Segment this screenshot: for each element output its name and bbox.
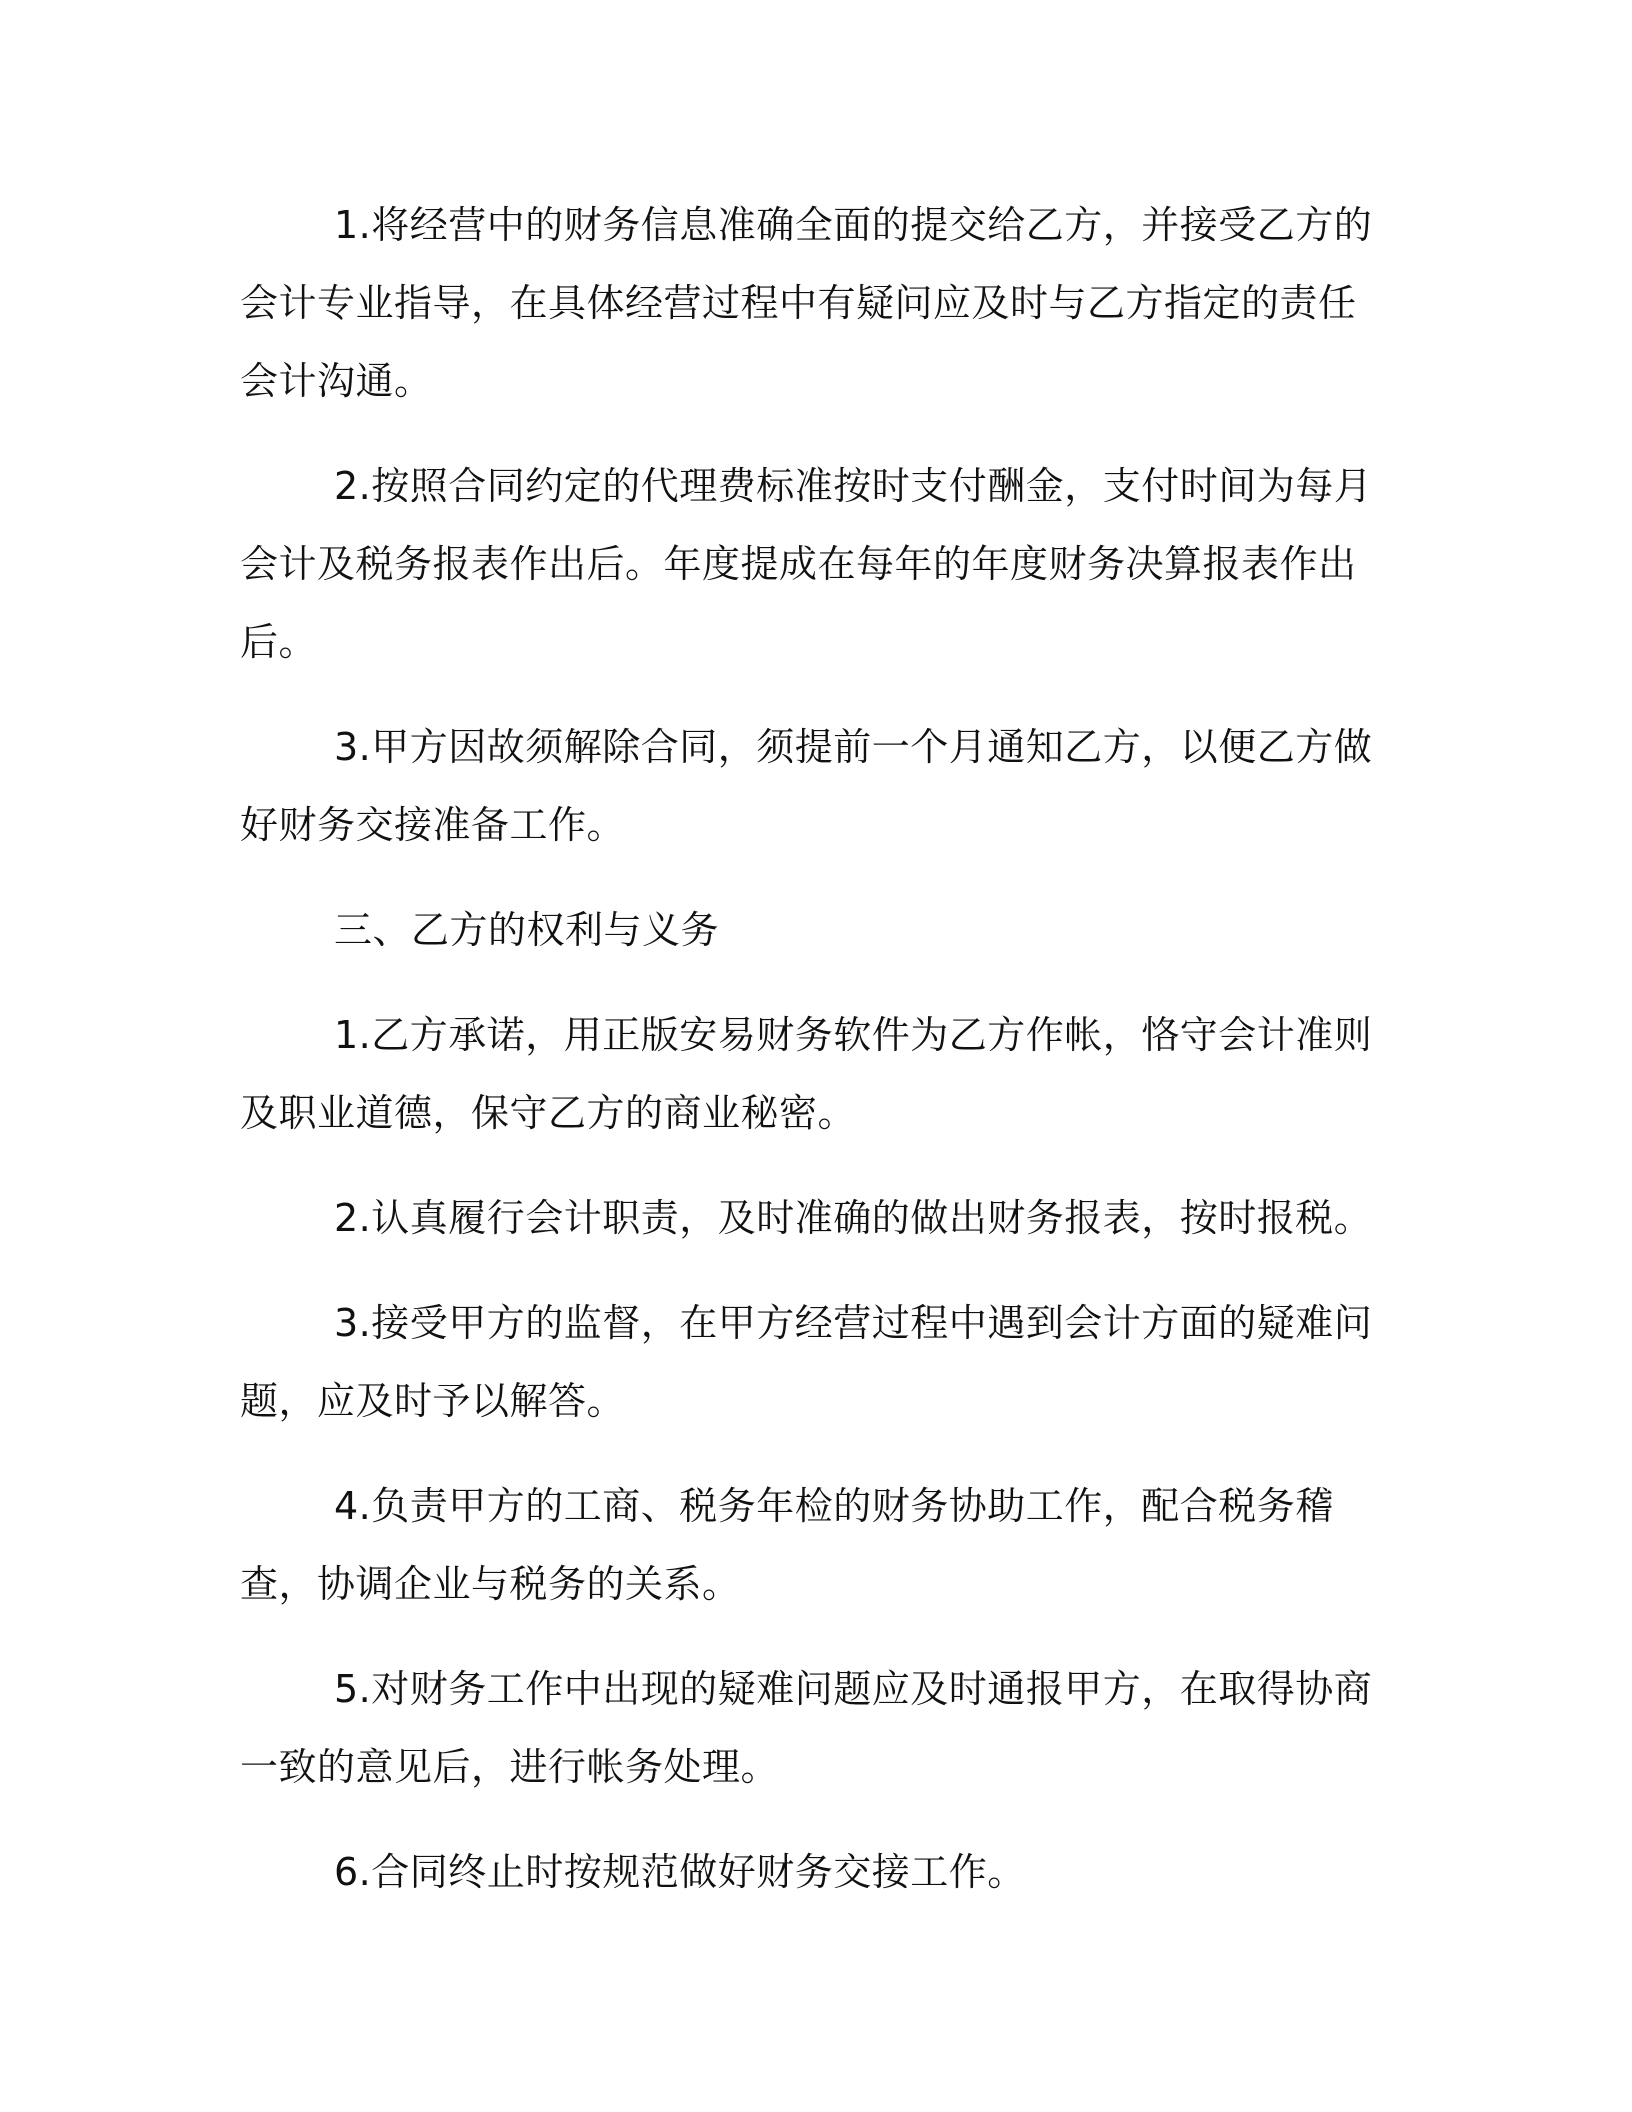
paragraph-party-b-duty-6: 6.合同终止时按规范做好财务交接工作。 [334,1850,1026,1894]
paragraph-party-b-duty-4: 4.负责甲方的工商、税务年检的财务协助工作，配合税务稽查，协调企业与税务的关系。 [240,1484,1334,1606]
paragraph-party-a-duty-3: 3.甲方因故须解除合同，须提前一个月通知乙方，以便乙方做好财务交接准备工作。 [240,725,1373,847]
paragraph-party-b-duty-3: 3.接受甲方的监督，在甲方经营过程中遇到会计方面的疑难问题，应及时予以解答。 [240,1301,1373,1423]
document-body [240,186,1390,1938]
paragraph-party-b-duty-1: 1.乙方承诺，用正版安易财务软件为乙方作帐，恪守会计准则及职业道德，保守乙方的商业秘密。 [240,1013,1373,1135]
paragraph-party-a-duty-2: 2.按照合同约定的代理费标准按时支付酬金，支付时间为每月会计及税务报表作出后。年度提成在每年的年度财务决算报表作出后。 [240,464,1373,664]
section-heading-party-b-rights: 三、乙方的权利与义务 [334,908,720,952]
paragraph-party-b-duty-5: 5.对财务工作中出现的疑难问题应及时通报甲方，在取得协商一致的意见后，进行帐务处理。 [240,1667,1373,1789]
paragraph-party-a-duty-1: 1.将经营中的财务信息准确全面的提交给乙方，并接受乙方的会计专业指导，在具体经营过程中有疑问应及时与乙方指定的责任会计沟通。 [240,203,1373,403]
paragraph-party-b-duty-2: 2.认真履行会计职责，及时准确的做出财务报表，按时报税。 [334,1196,1373,1240]
